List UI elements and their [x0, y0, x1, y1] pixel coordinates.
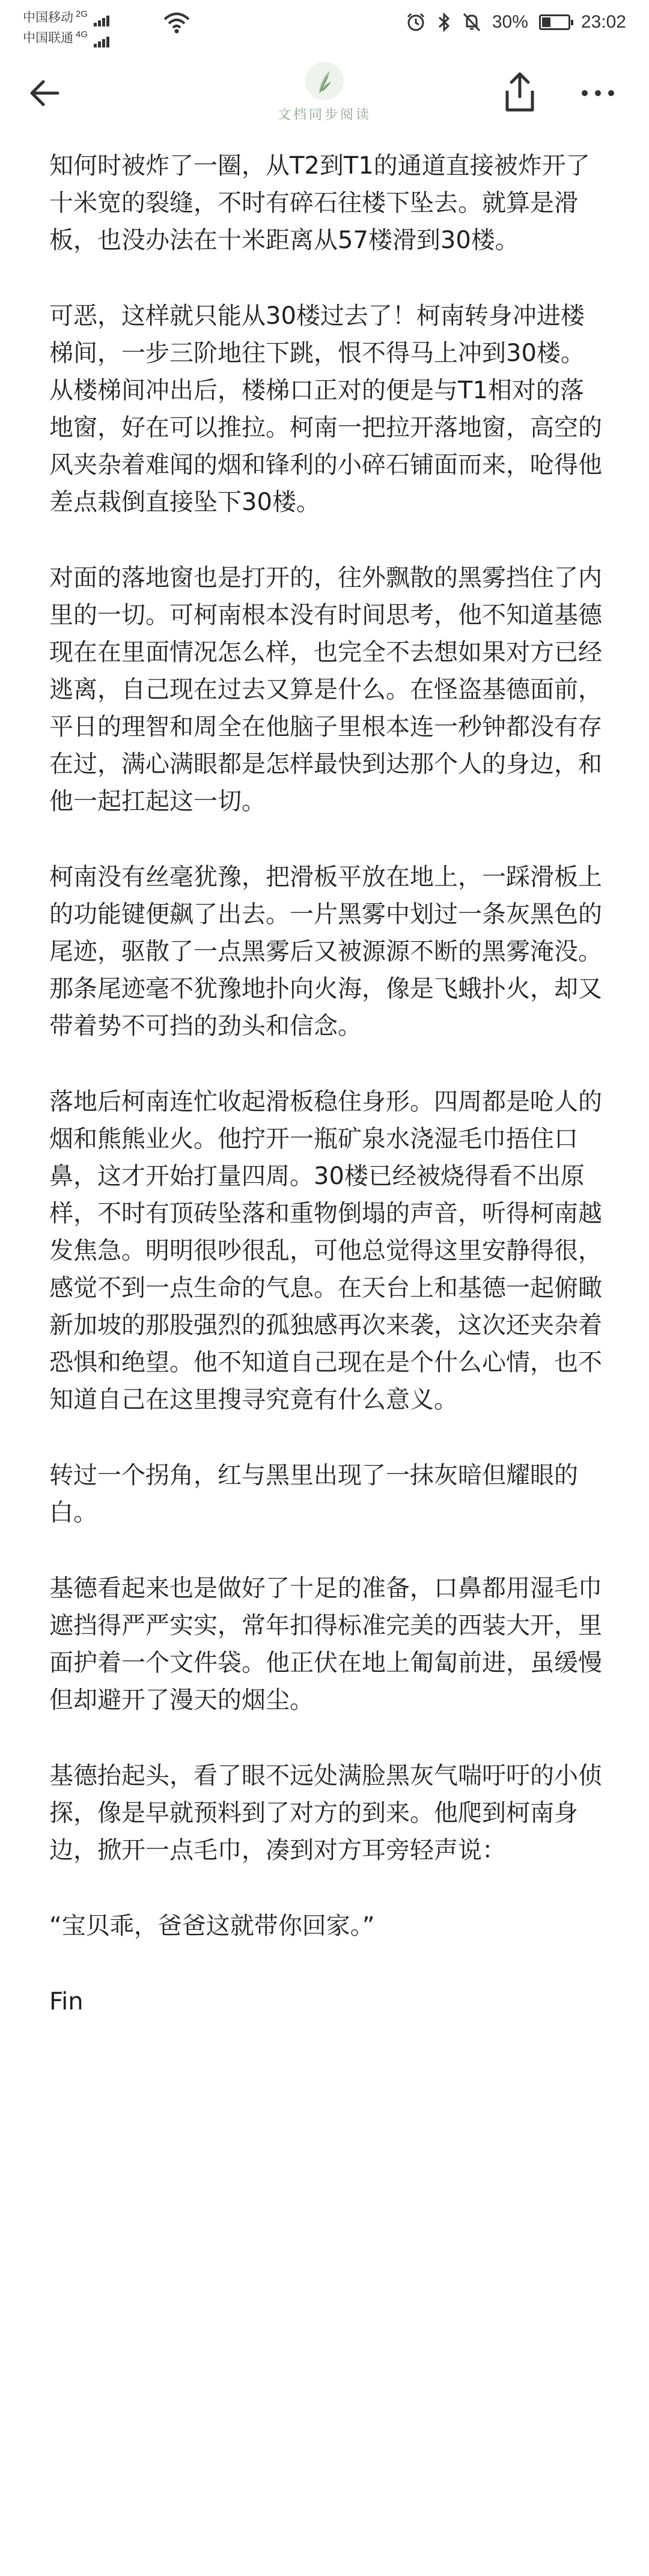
share-icon[interactable] — [499, 69, 541, 117]
carrier-1-network: 2G — [76, 9, 88, 19]
mute-icon — [462, 12, 481, 32]
article-paragraph: 转过一个拐角，红与黑里出现了一抹灰暗但耀眼的白。 — [49, 1462, 578, 1526]
article-paragraph: 基德看起来也是做好了十足的准备，口鼻都用湿毛巾遮挡得严严实实，常年扣得标准完美的西装大开，里面护着一个文件袋。他正伏在地上匍匐前进，虽缓慢但却避开了漫天的烟尘。 — [49, 1575, 602, 1714]
carrier-2-network: 4G — [76, 29, 88, 40]
site-name: 文档同步阅读 — [277, 108, 371, 123]
back-arrow-icon[interactable] — [24, 72, 66, 114]
battery-icon — [539, 14, 570, 30]
article-paragraph: 落地后柯南连忙收起滑板稳住身形。四周都是呛人的烟和熊熊业火。他拧开一瓶矿泉水浇湿毛巾捂住口鼻，这才开始打量四周。30楼已经被烧得看不出原样，不时有顶砖坠落和重物倒塌的声音，听得柯南越发焦急。明明很吵很乱，可他总觉得这里安静得很，感觉不到一点生命的气息。在天台上和基德一起俯瞰新加坡的那股强烈的孤独感再次来袭，这次还夹杂着恐惧和绝望。他不知道自己现在是个什么心情，也不知道自己在这里搜寻究竟有什么意义。 — [49, 1088, 602, 1414]
site-logo — [228, 60, 421, 126]
battery-percent: 30% — [492, 12, 528, 32]
carrier-line-1 — [23, 6, 111, 26]
article-paragraph-end: Fin — [49, 1988, 84, 2016]
article-content — [49, 147, 605, 2059]
wifi-icon — [163, 11, 190, 35]
carrier-info — [23, 6, 111, 47]
carrier-1-name: 中国移动 — [23, 11, 73, 25]
signal-icon — [94, 31, 111, 47]
article-paragraph: 对面的落地窗也是打开的，往外飘散的黑雾挡住了内里的一切。可柯南根本没有时间思考，他不知道基德现在在里面情况怎么样，也完全不去想如果对方已经逃离，自己现在过去又算是什么。在怪盗基德面前，平日的理智和周全在他脑子里根本连一秒钟都没有存在过，满心满眼都是怎样最快到达那个人的身边，和他一起扛起这一切。 — [49, 564, 602, 815]
more-icon[interactable] — [577, 75, 619, 111]
status-bar — [0, 0, 649, 48]
status-right-group — [406, 12, 626, 32]
battery-fill — [542, 17, 550, 27]
alarm-icon — [406, 12, 426, 32]
logo-icon — [303, 60, 346, 102]
article-paragraph: 知何时被炸了一圈，从T2到T1的通道直接被炸开了十米宽的裂缝，不时有碎石往楼下坠去。就算是滑板，也没办法在十米距离从57楼滑到30楼。 — [49, 152, 590, 254]
carrier-2-name: 中国联通 — [23, 31, 73, 46]
clock: 23:02 — [580, 12, 626, 32]
bluetooth-icon — [437, 12, 451, 32]
article-paragraph: 柯南没有丝毫犹豫，把滑板平放在地上，一踩滑板上的功能键便飙了出去。一片黑雾中划过一条灰黑色的尾迹，驱散了一点黑雾后又被源源不断的黑雾淹没。那条尾迹毫不犹豫地扑向火海，像是飞蛾扑火，却又带着势不可挡的劲头和信念。 — [49, 863, 602, 1040]
article-paragraph: “宝贝乖，爸爸这就带你回家。” — [49, 1912, 375, 1940]
article-paragraph: 可恶，这样就只能从30楼过去了！柯南转身冲进楼梯间，一步三阶地往下跳，恨不得马上冲到30楼。从楼梯间冲出后，楼梯口正对的便是与T1相对的落地窗，好在可以推拉。柯南一把拉开落地窗，高空的风夹杂着难闻的烟和锋利的小碎石铺面而来，呛得他差点栽倒直接坠下30楼。 — [49, 302, 602, 516]
app-header — [0, 48, 649, 138]
article-paragraph: 基德抬起头，看了眼不远处满脸黑灰气喘吁吁的小侦探，像是早就预料到了对方的到来。他爬到柯南身边，掀开一点毛巾，凑到对方耳旁轻声说： — [49, 1762, 602, 1864]
signal-icon — [94, 10, 111, 26]
carrier-line-2 — [23, 26, 111, 47]
